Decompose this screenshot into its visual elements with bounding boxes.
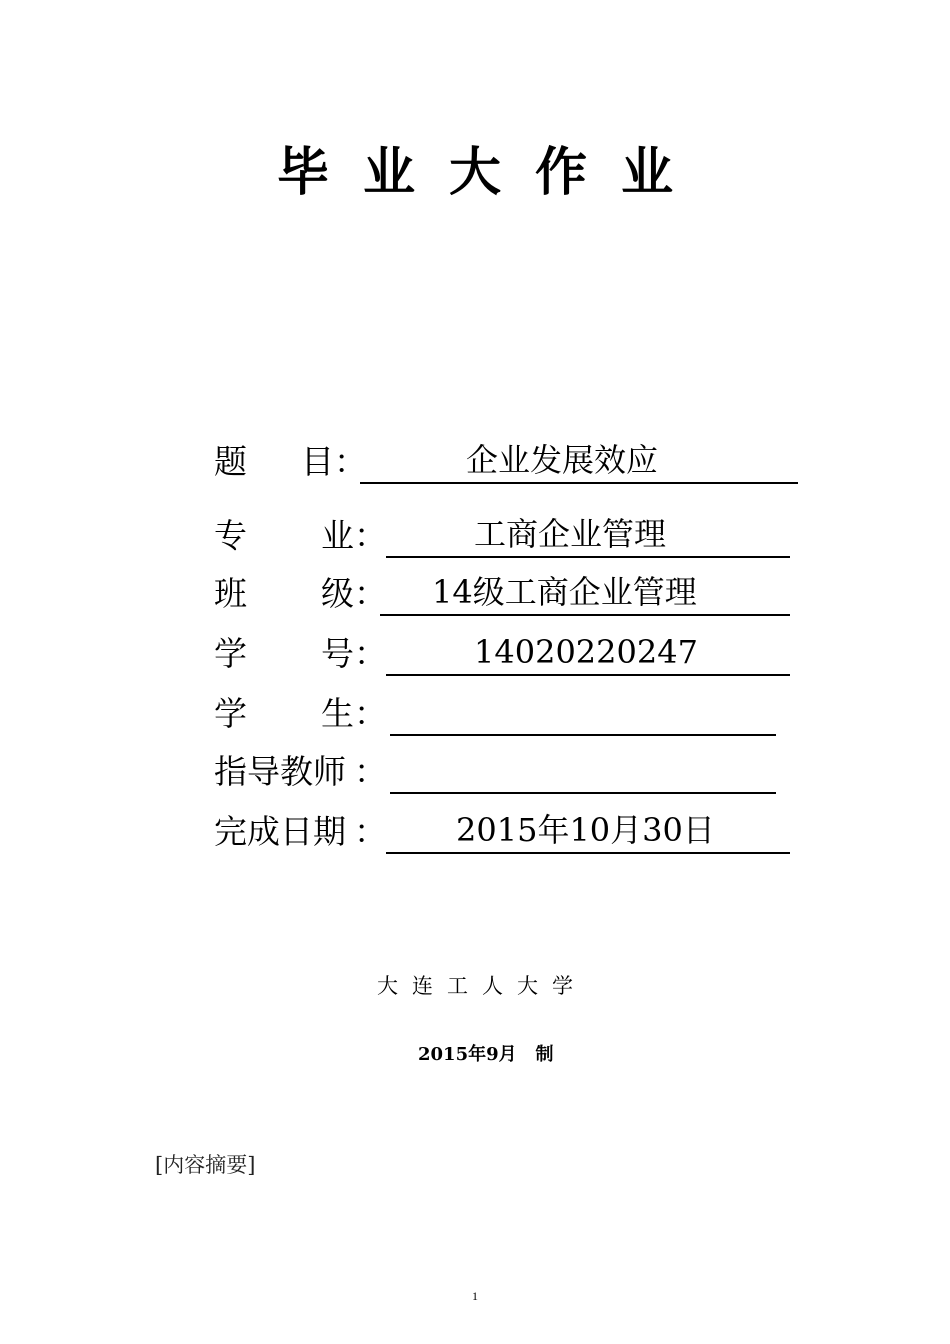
label-char: 班 (214, 574, 247, 613)
label-char: 生 (321, 694, 354, 733)
field-value-topic: 企业发展效应 (466, 441, 659, 479)
label-char: 目 (301, 442, 334, 481)
field-row-topic (214, 440, 804, 484)
label-char: 专 (214, 516, 247, 555)
abstract-label: [内容摘要] (155, 1153, 256, 1177)
field-value-class: 14级工商企业管理 (432, 573, 697, 611)
field-line-major (386, 514, 790, 558)
field-colon: ： (354, 634, 387, 673)
field-line-student (390, 692, 776, 736)
document-title: 毕业大作业 (276, 143, 707, 203)
field-colon: ： (354, 752, 387, 791)
field-line-topic (360, 440, 798, 484)
field-colon: ： (334, 442, 367, 481)
field-label-student-id (214, 632, 354, 676)
field-row-class (214, 572, 804, 616)
field-colon: ： (354, 574, 387, 613)
school-name: 大连工人大学 (377, 974, 587, 998)
made-date-line (418, 1040, 553, 1066)
field-label-advisor: 指导教师 (214, 752, 346, 791)
field-label-class (214, 572, 354, 616)
field-colon: ： (354, 812, 387, 851)
field-value-major: 工商企业管理 (474, 515, 667, 553)
field-row-major (214, 514, 804, 558)
field-row-student (214, 692, 804, 736)
label-char: 级 (321, 574, 354, 613)
field-colon: ： (354, 516, 387, 555)
field-row-advisor (214, 750, 804, 794)
field-line-class (380, 572, 790, 616)
field-line-advisor (390, 750, 776, 794)
label-char: 业 (321, 516, 354, 555)
field-value-student-id: 14020220247 (474, 633, 698, 671)
field-line-student-id (386, 632, 790, 676)
made-date: 2015年9月 (418, 1044, 517, 1065)
field-label-completion-date: 完成日期 (214, 812, 346, 851)
field-value-completion-date: 2015年10月30日 (456, 811, 715, 849)
label-char: 学 (214, 694, 247, 733)
page-number: 1 (472, 1289, 478, 1303)
field-label-topic (214, 440, 334, 484)
field-line-completion-date (386, 810, 790, 854)
label-char: 题 (214, 442, 247, 481)
field-row-completion-date (214, 810, 804, 854)
field-colon: ： (354, 694, 387, 733)
label-char: 号 (321, 634, 354, 673)
field-label-major (214, 514, 354, 558)
made-suffix: 制 (535, 1044, 554, 1065)
field-row-student-id (214, 632, 804, 676)
field-label-student (214, 692, 354, 736)
label-char: 学 (214, 634, 247, 673)
